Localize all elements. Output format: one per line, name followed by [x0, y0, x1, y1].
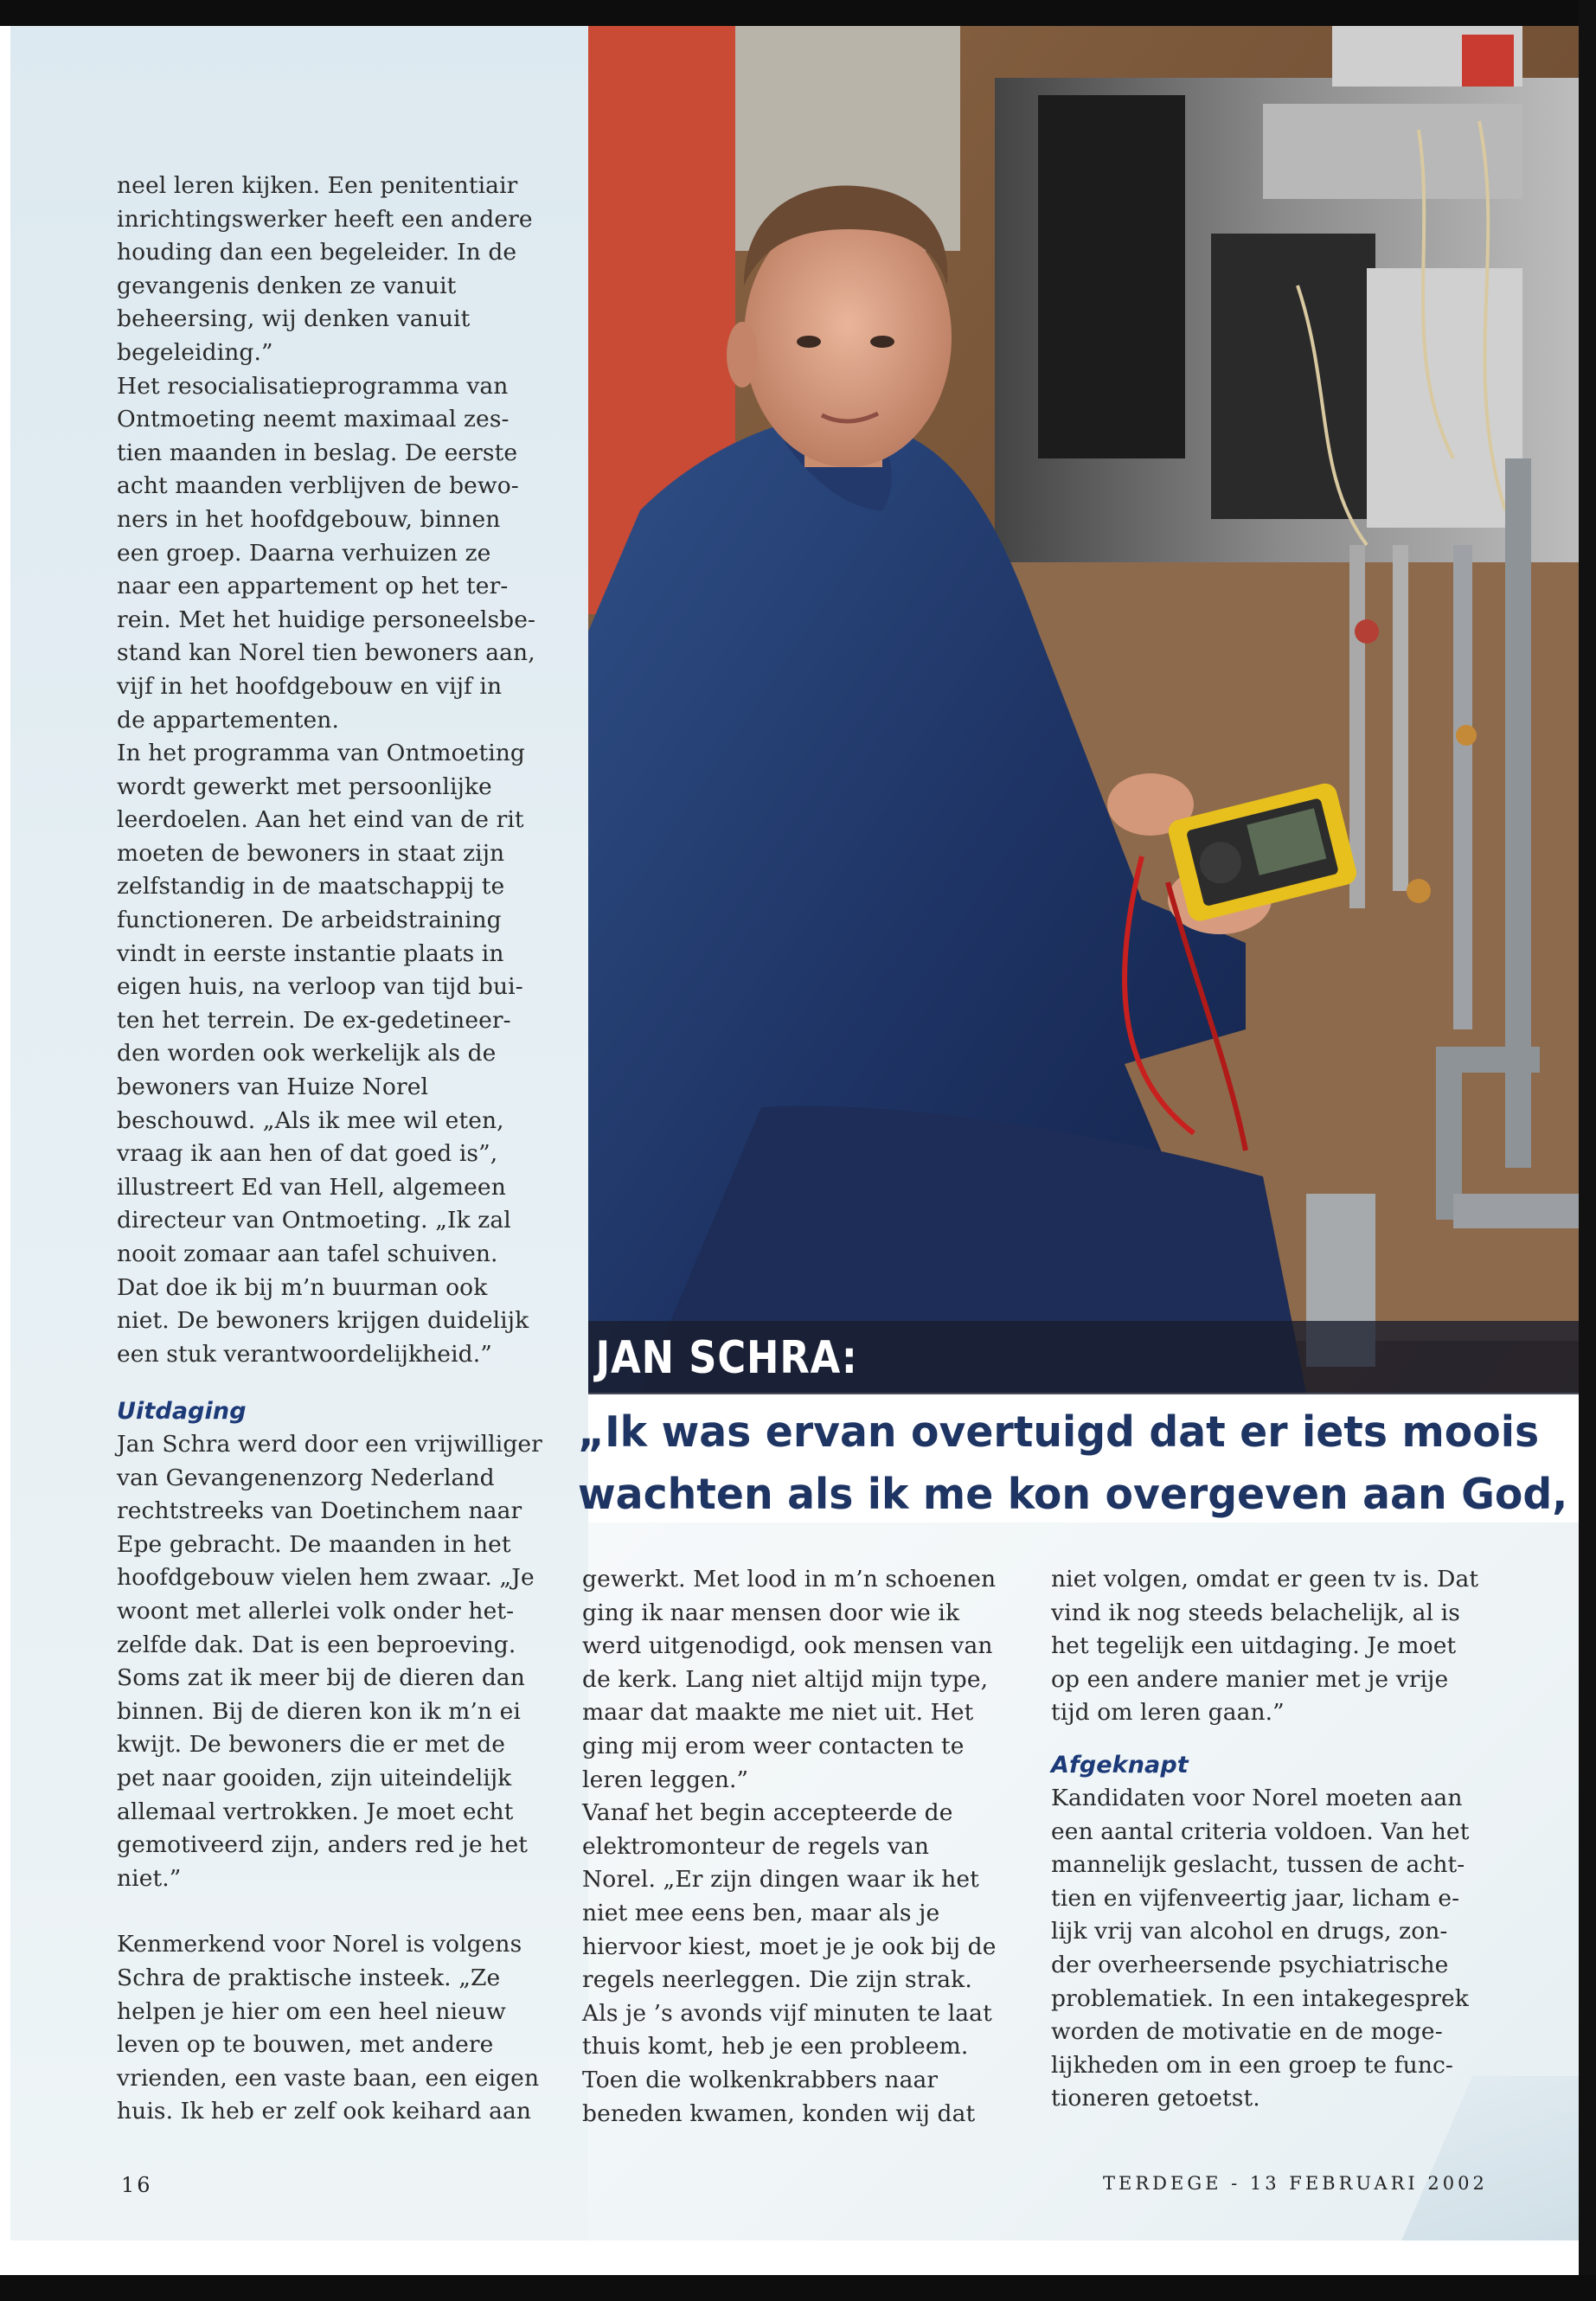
text-line: worden de motivatie en de moge-	[1051, 2018, 1443, 2046]
text-line: een aantal criteria voldoen. Van het	[1051, 1817, 1470, 1845]
text-line: Kenmerkend voor Norel is volgens	[117, 1931, 522, 1958]
text-line: zelfstandig in de maatschappij te	[117, 873, 505, 901]
subheading-uitdaging: Uitdaging	[117, 1398, 247, 1425]
text-line: tijd om leren gaan.”	[1051, 1699, 1285, 1727]
text-line: beneden kwamen, konden wij dat	[582, 2099, 976, 2127]
text-line: Schra de praktische insteek. „Ze	[117, 1964, 501, 1991]
text-line: leerdoelen. Aan het eind van de rit	[117, 806, 524, 834]
photo-illustration	[588, 26, 1579, 1393]
text-line: wordt gewerkt met persoonlijke	[117, 772, 492, 800]
text-line: Jan Schra werd door een vrijwilliger	[117, 1431, 542, 1458]
article-column-1	[117, 170, 549, 1371]
page-number: 16	[121, 2173, 153, 2197]
text-line: houding dan een begeleider. In de	[117, 239, 517, 266]
magazine-folio: TERDEGE - 13 FEBRUARI 2002	[1103, 2173, 1488, 2194]
pull-quote	[578, 1401, 1581, 1526]
text-line: problematiek. In een intakegesprek	[1051, 1984, 1469, 2012]
right-scan-border	[1579, 0, 1596, 2301]
paragraph-gap	[117, 1895, 549, 1928]
text-line: In het programma van Ontmoeting	[117, 740, 525, 767]
text-line: rechtstreeks van Doetinchem naar	[117, 1497, 522, 1525]
text-line: Dat doe ik bij m’n buurman ook	[117, 1273, 488, 1301]
column-4-paragraph-2	[1051, 1782, 1509, 2116]
text-line: kwijt. De bewoners die er met de	[117, 1731, 506, 1759]
text-line: begeleiding.”	[117, 338, 273, 366]
text-line: gemotiveerd zijn, anders red je het	[117, 1831, 528, 1859]
text-line: niet mee eens ben, maar als je	[582, 1899, 940, 1926]
text-line: niet.”	[117, 1864, 182, 1892]
text-line: Vanaf het begin accepteerde de	[582, 1799, 953, 1827]
text-line: ten het terrein. De ex-gedetineer-	[117, 1006, 511, 1034]
text-line: helpen je hier om een heel nieuw	[117, 1997, 506, 2025]
text-line: zelfde dak. Dat is een beproeving.	[117, 1631, 516, 1658]
text-line: Ontmoeting neemt maximaal zes-	[117, 406, 510, 433]
photo-caption: JAN SCHRA:	[595, 1332, 858, 1384]
text-line: Als je ’s avonds vijf minuten te laat	[582, 1999, 992, 2027]
text-line: gewerkt. Met lood in m’n schoenen	[582, 1566, 997, 1593]
text-line: elektromonteur de regels van	[582, 1832, 930, 1860]
text-line: ging ik naar mensen door wie ik	[582, 1599, 960, 1626]
text-line: woont met allerlei volk onder het-	[117, 1597, 515, 1625]
text-line: niet volgen, omdat er geen tv is. Dat	[1051, 1566, 1479, 1593]
photo-jan-schra	[588, 26, 1579, 1393]
text-line: functioneren. De arbeidstraining	[117, 907, 502, 934]
text-line: acht maanden verblijven de bewo-	[117, 472, 519, 500]
text-line: nooit zomaar aan tafel schuiven.	[117, 1240, 498, 1267]
text-line: de appartementen.	[117, 706, 339, 734]
text-line: thuis komt, heb je een probleem.	[582, 2033, 969, 2061]
text-line: werd uitgenodigd, ook mensen van	[582, 1632, 993, 1660]
text-line: vraag ik aan hen of dat goed is”,	[117, 1140, 498, 1168]
text-line: den worden ook werkelijk als de	[117, 1040, 497, 1067]
column-2-paragraph-2	[117, 1928, 549, 2129]
text-line: directeur van Ontmoeting. „Ik zal	[117, 1207, 511, 1234]
text-line: leren leggen.”	[582, 1766, 749, 1793]
text-line: naar een appartement op het ter-	[117, 573, 509, 600]
pull-quote-line-2: wachten als ik me kon overgeven aan God,	[578, 1470, 1568, 1519]
text-line: een stuk verantwoordelijkheid.”	[117, 1340, 492, 1368]
text-line: huis. Ik heb er zelf ook keihard aan	[117, 2098, 532, 2125]
text-line: allemaal vertrokken. Je moet echt	[117, 1798, 514, 1825]
text-line: het tegelijk een uitdaging. Je moet	[1051, 1632, 1457, 1660]
text-line: vijf in het hoofdgebouw en vijf in	[117, 672, 503, 700]
text-line: eigen huis, na verloop van tijd bui-	[117, 973, 523, 1001]
pull-quote-line-1: „Ik was ervan overtuigd dat er iets moois	[578, 1407, 1540, 1457]
text-line: Norel. „Er zijn dingen waar ik het	[582, 1866, 979, 1894]
paragraph-gap	[1051, 1730, 1509, 1749]
text-line: maar dat maakte me niet uit. Het	[582, 1699, 974, 1727]
text-line: tioneren getoetst.	[1051, 2085, 1260, 2112]
bottom-scan-border	[0, 2275, 1596, 2301]
text-line: een groep. Daarna verhuizen ze	[117, 539, 491, 567]
column-2-paragraph-1	[117, 1428, 549, 1895]
text-line: de kerk. Lang niet altijd mijn type,	[582, 1665, 989, 1693]
text-line: vindt in eerste instantie plaats in	[117, 939, 504, 967]
text-line: ners in het hoofdgebouw, binnen	[117, 505, 501, 533]
text-line: hiervoor kiest, moet je je ook bij de	[582, 1932, 997, 1960]
text-line: rein. Met het huidige personeelsbe-	[117, 606, 536, 633]
text-line: niet. De bewoners krijgen duidelijk	[117, 1307, 529, 1335]
text-line: op een andere manier met je vrije	[1051, 1665, 1449, 1693]
text-line: neel leren kijken. Een penitentiair	[117, 172, 518, 199]
article-column-3	[582, 1563, 1023, 2131]
article-column-2	[117, 1395, 549, 2129]
article-column-4	[1051, 1563, 1509, 2116]
text-line: vrienden, een vaste baan, een eigen	[117, 2064, 540, 2092]
text-line: binnen. Bij de dieren kon ik m’n ei	[117, 1697, 521, 1725]
text-line: ging mij erom weer contacten te	[582, 1732, 965, 1759]
text-line: lijk vrij van alcohol en drugs, zon-	[1051, 1918, 1448, 1945]
text-line: pet naar gooiden, zijn uiteindelijk	[117, 1764, 512, 1791]
column-4-paragraph-1	[1051, 1563, 1509, 1730]
text-line: lijkheden om in een groep te func-	[1051, 2051, 1453, 2079]
text-line: Het resocialisatieprogramma van	[117, 372, 509, 400]
subheading-afgeknapt: Afgeknapt	[1051, 1751, 1189, 1779]
text-line: hoofdgebouw vielen hem zwaar. „Je	[117, 1564, 535, 1592]
text-line: Soms zat ik meer bij de dieren dan	[117, 1664, 525, 1692]
text-line: Toen die wolkenkrabbers naar	[582, 2066, 939, 2093]
text-line: der overheersende psychiatrische	[1051, 1951, 1449, 1978]
text-line: inrichtingswerker heeft een andere	[117, 205, 533, 233]
text-line: tien en vijfenveertig jaar, licham e-	[1051, 1884, 1460, 1912]
text-line: illustreert Ed van Hell, algemeen	[117, 1173, 506, 1201]
text-line: vind ik nog steeds belachelijk, al is	[1051, 1599, 1460, 1626]
text-line: regels neerleggen. Die zijn strak.	[582, 1966, 972, 1994]
text-line: stand kan Norel tien bewoners aan,	[117, 639, 535, 667]
text-line: leven op te bouwen, met andere	[117, 2031, 494, 2059]
text-line: beheersing, wij denken vanuit	[117, 305, 471, 333]
text-line: van Gevangenenzorg Nederland	[117, 1464, 495, 1491]
text-line: bewoners van Huize Norel	[117, 1074, 429, 1101]
text-line: beschouwd. „Als ik mee wil eten,	[117, 1106, 504, 1134]
text-line: mannelijk geslacht, tussen de acht-	[1051, 1851, 1465, 1879]
top-scan-border	[0, 0, 1596, 26]
text-line: gevangenis denken ze vanuit	[117, 272, 457, 299]
text-line: Epe gebracht. De maanden in het	[117, 1530, 511, 1558]
text-line: tien maanden in beslag. De eerste	[117, 439, 518, 466]
text-line: moeten de bewoners in staat zijn	[117, 839, 505, 867]
text-line: Kandidaten voor Norel moeten aan	[1051, 1784, 1463, 1811]
